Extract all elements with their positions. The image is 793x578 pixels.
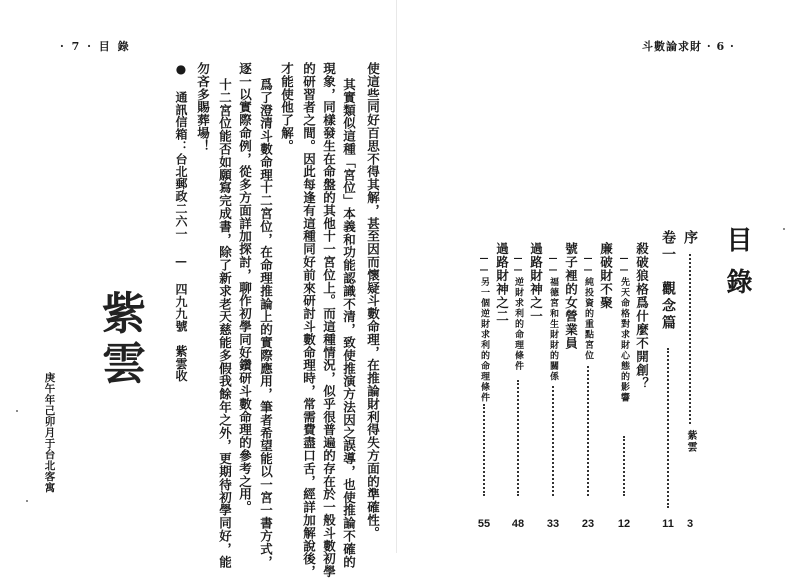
leader-dots [667, 348, 669, 508]
leader-dots [587, 366, 589, 496]
toc-page-number: 55 [477, 518, 491, 530]
toc-entry-label: 殺破狼格爲什麼不開創？ [634, 242, 650, 391]
body-column-1: 使這些同好百思不得其解，甚至因而懷疑斗數命理，在推論財利得失方面的準確性。 [365, 62, 381, 540]
scan-speck [783, 228, 785, 230]
body-column-7: 逐一以實際命例，從多方面詳加探討，聊作初學同好鑽研斗數命理的參考之用。 [237, 62, 253, 514]
body-column-9: 勿吝多賜葬場！ [195, 62, 211, 153]
toc-entry-label: ——純投資的重點宮位 [583, 254, 593, 361]
toc-entry-label: ——逆財求利的命理條件 [513, 254, 523, 372]
leader-dots [552, 386, 554, 496]
toc-entry-label: ——先天命格對求財心態的影響 [619, 254, 629, 403]
toc-entry-chapter[interactable] [527, 242, 543, 542]
toc-entry-label: ——另一個逆財求利的命理條件 [479, 254, 489, 403]
toc-entry-label: 號子裡的女營業員 [563, 242, 579, 350]
leader-dots [623, 436, 625, 496]
toc-entry-label: 序 [682, 230, 698, 247]
toc-page-number: 23 [581, 518, 595, 530]
toc-entry-label: 卷一 觀念篇 [660, 230, 676, 332]
toc-entry-subtitle[interactable] [581, 254, 595, 530]
leader-dots [483, 404, 485, 496]
toc-entry-preface[interactable] [681, 230, 699, 530]
body-column-4: 的研習者之間。因此每逢有這種同好前來研討斗數命理時，常需費盡口舌，經詳加解說後， [301, 62, 317, 578]
leader-dots [689, 254, 691, 424]
signature-calligraphy: 紫雲 [94, 290, 145, 390]
right-page [397, 0, 793, 553]
toc-entry-label: 過路財神之一 [528, 242, 544, 323]
toc-page-number: 33 [546, 518, 560, 530]
toc-entry-subtitle[interactable] [617, 254, 631, 530]
body-column-5: 才能使他了解。 [279, 62, 295, 153]
mailbox-line: ● 通訊信箱：台北郵政二六一 — 四九九號 紫雲收 [174, 62, 188, 382]
toc-entry-chapter[interactable] [597, 242, 613, 542]
toc-entry-subtitle[interactable] [477, 254, 491, 530]
toc-title: 目錄 [722, 226, 752, 310]
toc-page-number: 48 [511, 518, 525, 530]
toc-page-number: 11 [662, 518, 674, 530]
preface-author: 紫雲 [685, 430, 696, 453]
right-page-header: 斗數論求財 · 6 · [642, 40, 735, 53]
toc-entry-label: 過路財神之二 [494, 242, 510, 323]
toc-page-number: 12 [617, 518, 631, 530]
toc-entry-chapter[interactable] [633, 242, 649, 542]
toc-entry-label: 廉破財不聚 [598, 242, 614, 310]
toc-page-number: 3 [686, 518, 694, 530]
body-column-6: 爲了澄清斗數命理十二宮位，在命理推論上的實際應用，筆者希望能以一宮一書方式， [258, 78, 274, 569]
scan-speck [26, 500, 28, 502]
toc-entry-label: ——福德宮和生財財的關係 [548, 254, 558, 382]
scan-speck [16, 410, 18, 412]
body-column-3: 現象，同樣發生在命盤的其他十一宮位上。而這種情況，似乎很普遍的存在於一般斗數初學 [321, 62, 337, 578]
body-column-2: 其實類似這種「宮位」本義和功能認識不清，致使推演方法因之誤導，也使推論不確的 [341, 78, 357, 569]
leader-dots [517, 380, 519, 496]
toc-entry-volume-one[interactable] [659, 230, 677, 530]
left-page [0, 0, 396, 578]
toc-entry-chapter[interactable] [493, 242, 509, 542]
toc-entry-subtitle[interactable] [546, 254, 560, 530]
toc-entry-chapter[interactable] [562, 242, 578, 542]
body-column-8: 十二宮位能否如願寫完成書，除了新求老天慈能多假我餘年之外，更期待初學同好，能 [217, 78, 233, 569]
dateline: 庚午年己卯月于台北客寓 [43, 372, 56, 493]
left-page-header: · 7 · 目 錄 [60, 40, 131, 53]
toc-entry-subtitle[interactable] [511, 254, 525, 530]
